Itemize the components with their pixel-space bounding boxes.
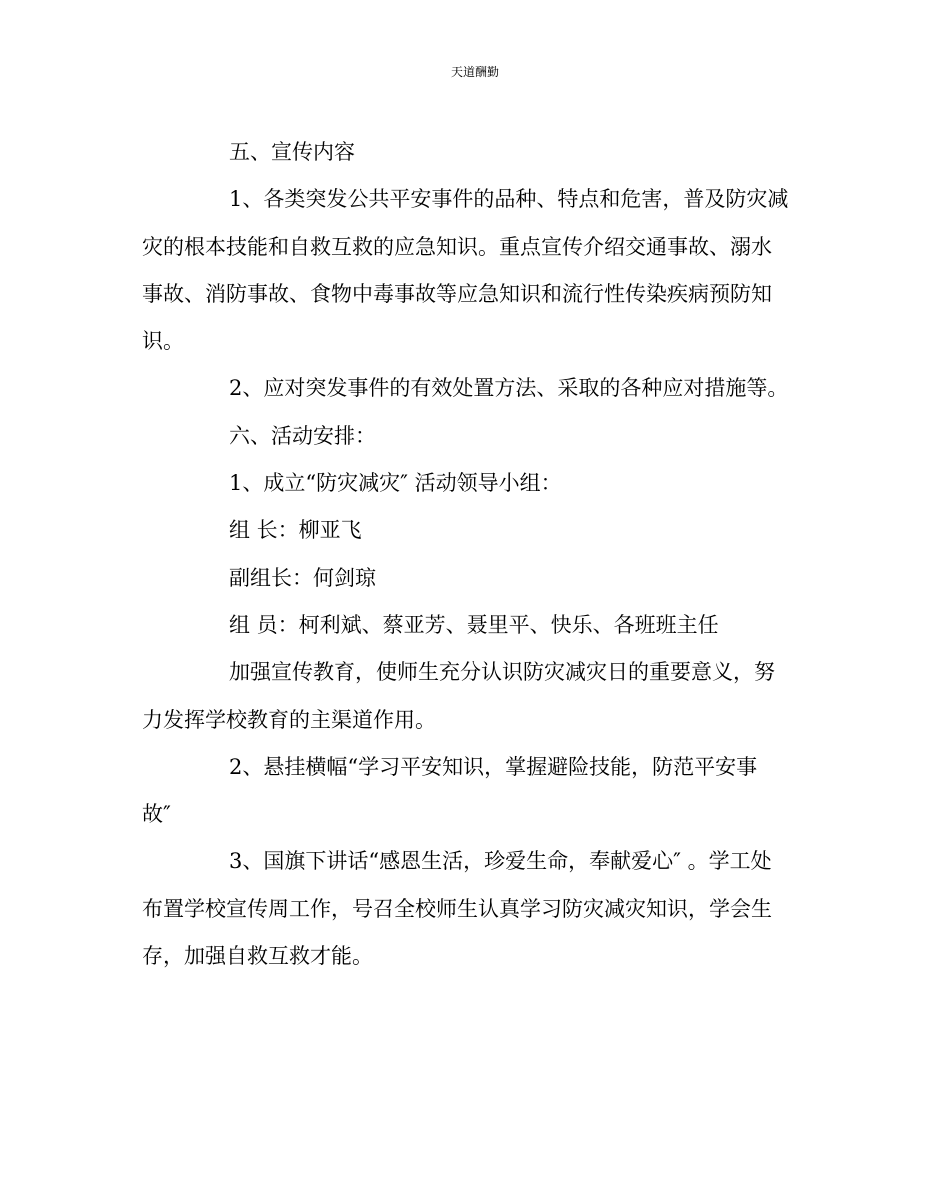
paragraph-line: 2、悬挂横幅“学习平安知识，掌握避险技能，防范平安事 xyxy=(229,754,758,779)
paragraph-line: 事故、消防事故、食物中毒事故等应急知识和流行性传染疾病预防知 xyxy=(142,281,772,306)
paragraph-line: 3、国旗下讲话“感恩生活，珍爱生命，奉献爱心″ 。学工处 xyxy=(229,849,772,874)
paragraph-line: 加强宣传教育，使师生充分认识防灾减灾日的重要意义，努 xyxy=(229,660,775,685)
section-heading-activities: 六、活动安排： xyxy=(229,423,376,448)
team-members-line: 组 员：柯利斌、蔡亚芳、聂里平、快乐、各班班主任 xyxy=(229,612,719,637)
document-body xyxy=(142,129,808,980)
paragraph-line: 1、各类突发公共平安事件的品种、特点和危害，普及防灾减 xyxy=(229,187,789,212)
deputy-leader-line: 副组长：何剑琼 xyxy=(229,565,376,590)
paragraph-line: 灾的根本技能和自救互救的应急知识。重点宣传介绍交通事故、溺水 xyxy=(142,234,772,259)
paragraph-line: 力发挥学校教育的主渠道作用。 xyxy=(142,707,436,732)
section-heading-publicity: 五、宣传内容 xyxy=(229,140,355,164)
paragraph-line: 1、成立“防灾减灾″ 活动领导小组： xyxy=(229,471,562,496)
paragraph-line: 存，加强自救互救才能。 xyxy=(142,944,373,969)
paragraph-line: 故″ xyxy=(142,802,171,827)
paragraph-line: 2、应对突发事件的有效处置方法、采取的各种应对措施等。 xyxy=(229,376,789,401)
paragraph-line: 识。 xyxy=(142,329,184,354)
paragraph-line: 布置学校宣传周工作，号召全校师生认真学习防灾减灾知识，学会生 xyxy=(142,896,772,921)
team-leader-line: 组 长：柳亚飞 xyxy=(229,518,362,543)
page-header: 天道酬勤 xyxy=(450,65,499,79)
